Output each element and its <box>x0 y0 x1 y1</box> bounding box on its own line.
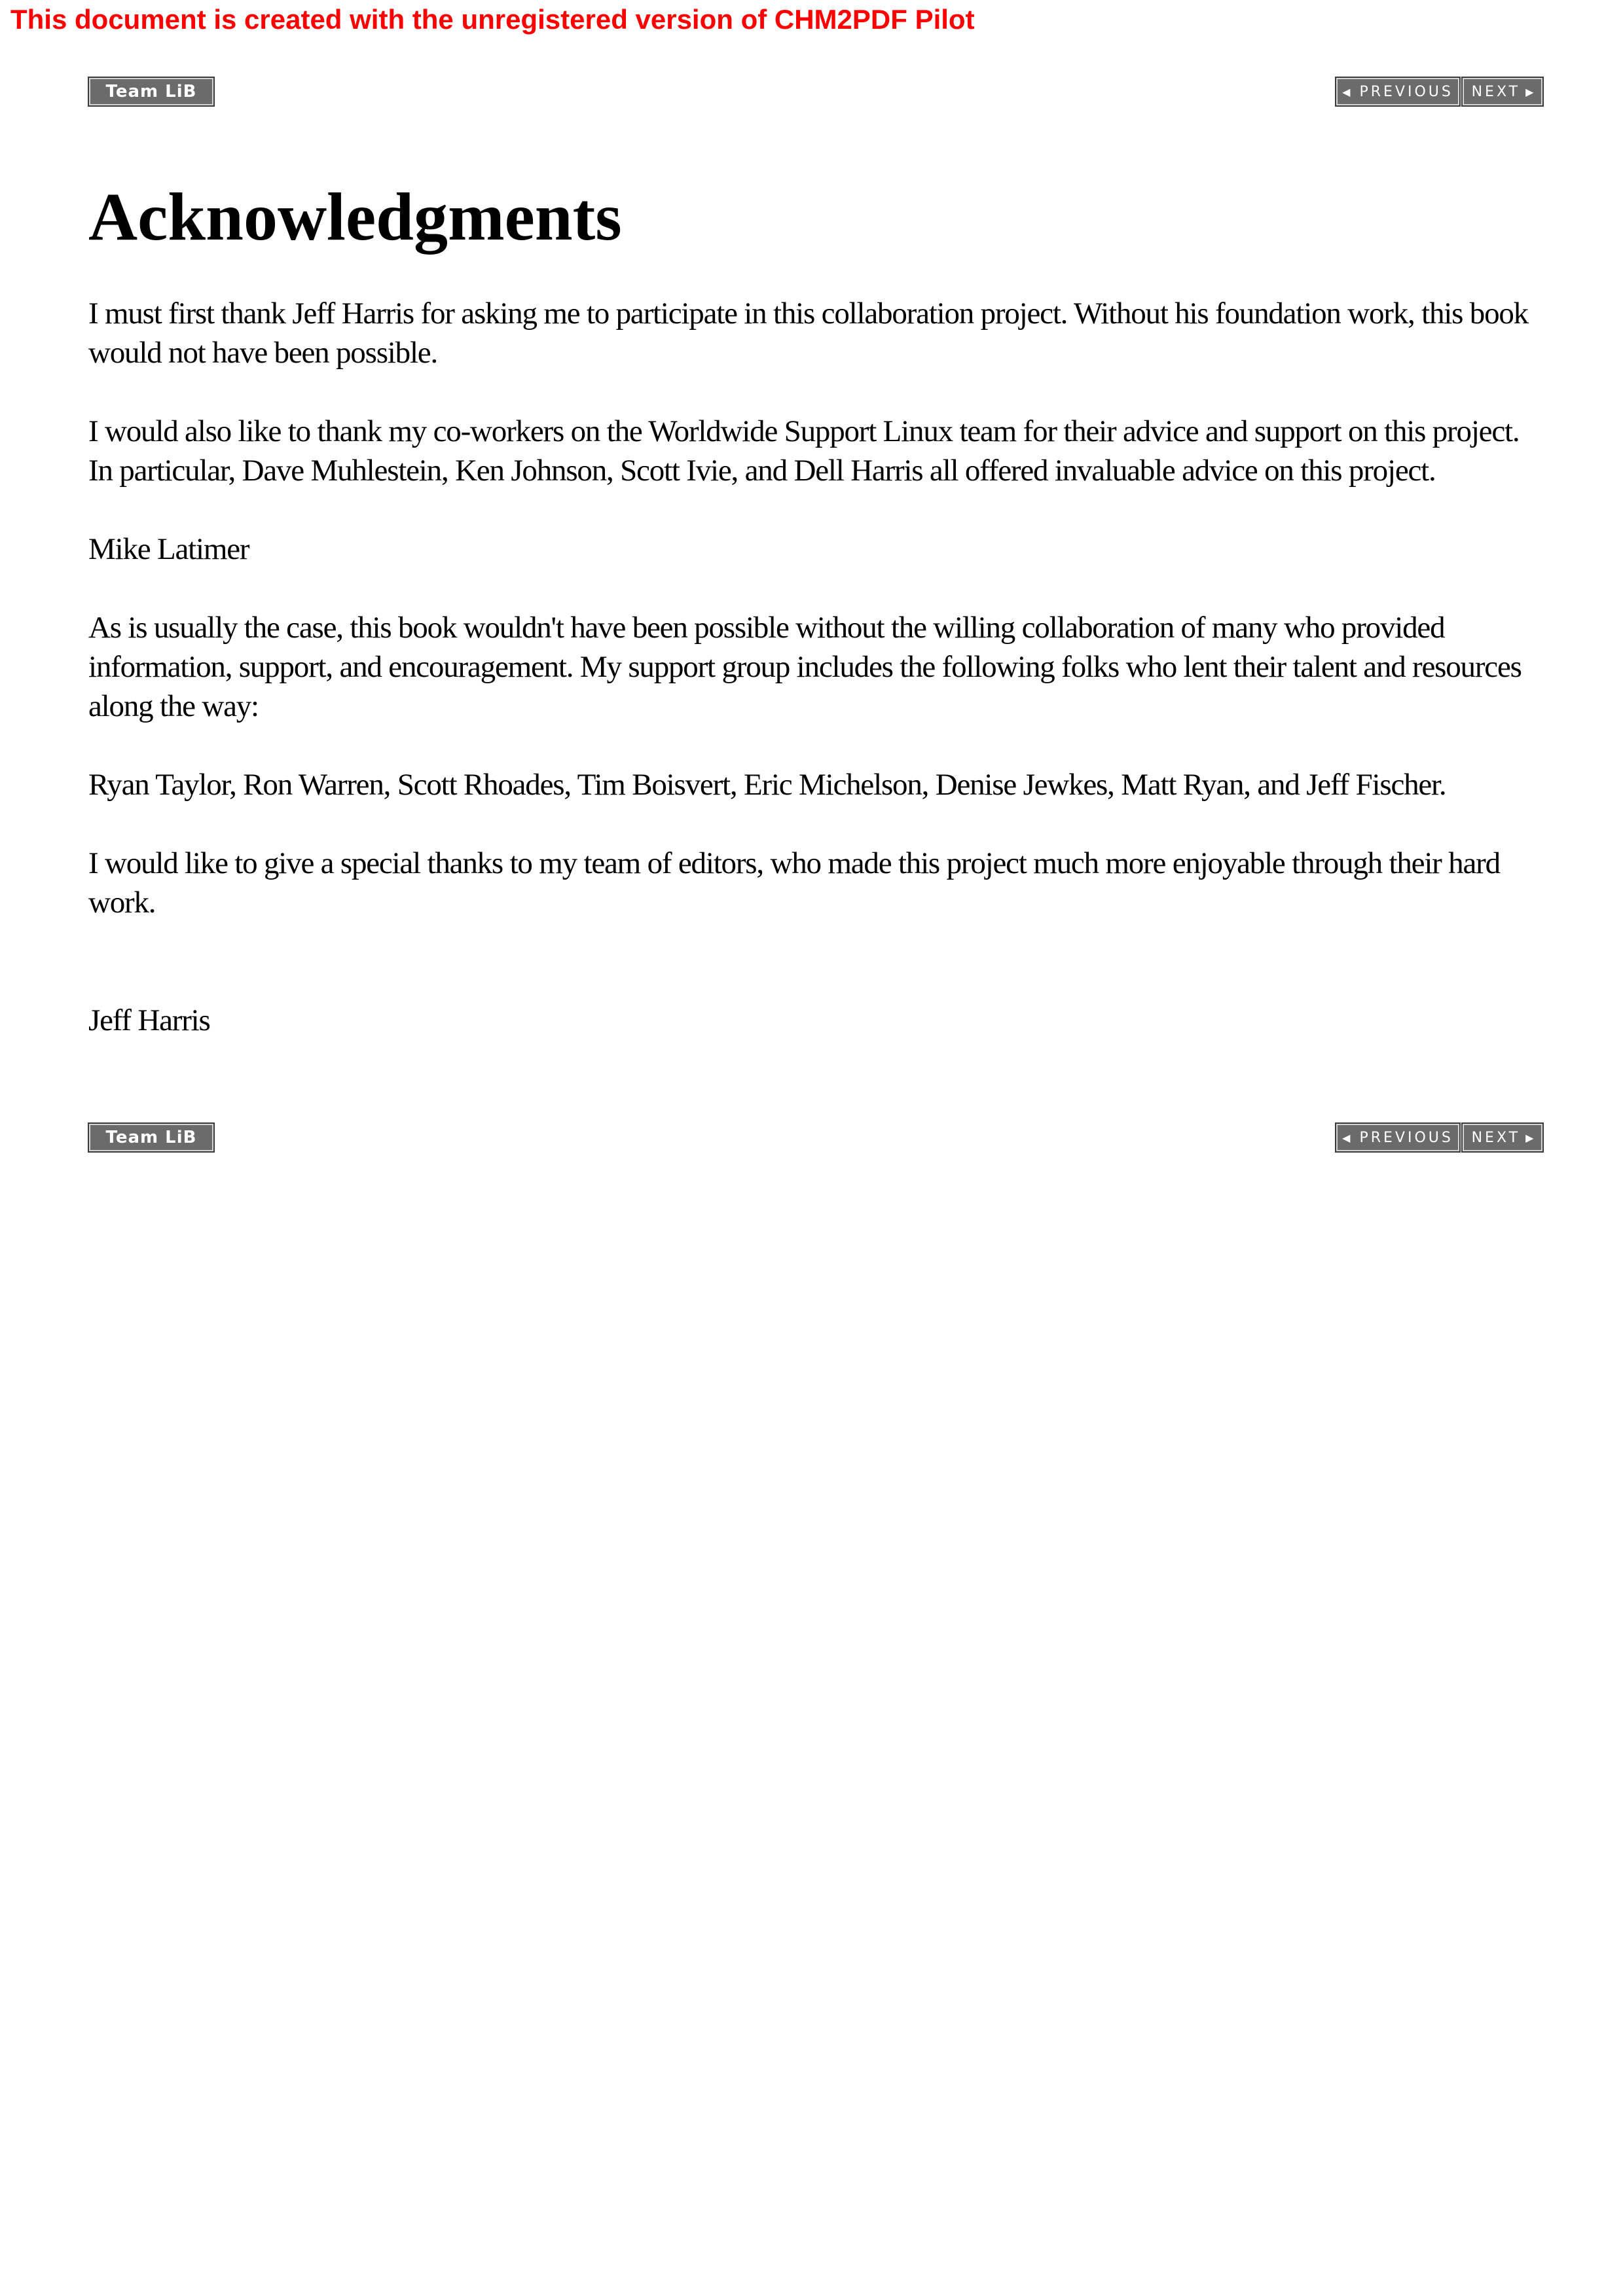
top-navigation-bar <box>88 77 1543 106</box>
unregistered-watermark: This document is created with the unregistered version of CHM2PDF Pilot <box>10 4 975 35</box>
signature-jeff-harris: Jeff Harris <box>88 1003 210 1037</box>
paragraph-editors: I would like to give a special thanks to my team of editors, who made this project much more enjoyable through their hard work. <box>88 846 1500 920</box>
paragraph-thanks-coworkers: I would also like to thank my co-workers on the Worldwide Support Linux team for their advice and support on this project. In particular, Dave Muhlestein, Ken Johnson, Scott Ivie, and Dell Harris all offered invaluable advice on this project. <box>88 414 1520 488</box>
previous-button[interactable] <box>1336 77 1460 106</box>
paragraph-collaboration: As is usually the case, this book wouldn't have been possible without the willing collaboration of many who provided information, support, and encouragement. My support group includes the following folks who lent their talent and resources along the way: <box>88 610 1522 723</box>
page-content <box>88 177 1548 1040</box>
signature-mike-latimer: Mike Latimer <box>88 531 249 566</box>
bottom-navigation-bar <box>88 1123 1543 1152</box>
paragraph-thanks-jeff: I must first thank Jeff Harris for asking me to participate in this collaboration project. Without his foundation work, this book would not have been possible. <box>88 296 1528 370</box>
page-title: Acknowledgments <box>88 179 622 255</box>
left-triangle-icon: ◀ <box>1342 1131 1351 1144</box>
next-button[interactable] <box>1462 77 1543 106</box>
right-triangle-icon: ▶ <box>1525 85 1534 98</box>
previous-label: PREVIOUS <box>1359 1129 1453 1146</box>
paragraph-support-group-names: Ryan Taylor, Ron Warren, Scott Rhoades, Tim Boisvert, Eric Michelson, Denise Jewkes, Matt Ryan, and Jeff Fischer. <box>88 767 1446 802</box>
team-lib-label: Team LiB <box>105 1128 197 1147</box>
previous-button[interactable] <box>1336 1123 1460 1152</box>
team-lib-label: Team LiB <box>105 82 197 101</box>
team-lib-button[interactable] <box>88 1123 214 1152</box>
right-triangle-icon: ▶ <box>1525 1131 1534 1144</box>
next-button[interactable] <box>1462 1123 1543 1152</box>
left-triangle-icon: ◀ <box>1342 85 1351 98</box>
previous-label: PREVIOUS <box>1359 83 1453 100</box>
next-label: NEXT <box>1471 1129 1521 1146</box>
next-label: NEXT <box>1471 83 1521 100</box>
team-lib-button[interactable] <box>88 77 214 106</box>
